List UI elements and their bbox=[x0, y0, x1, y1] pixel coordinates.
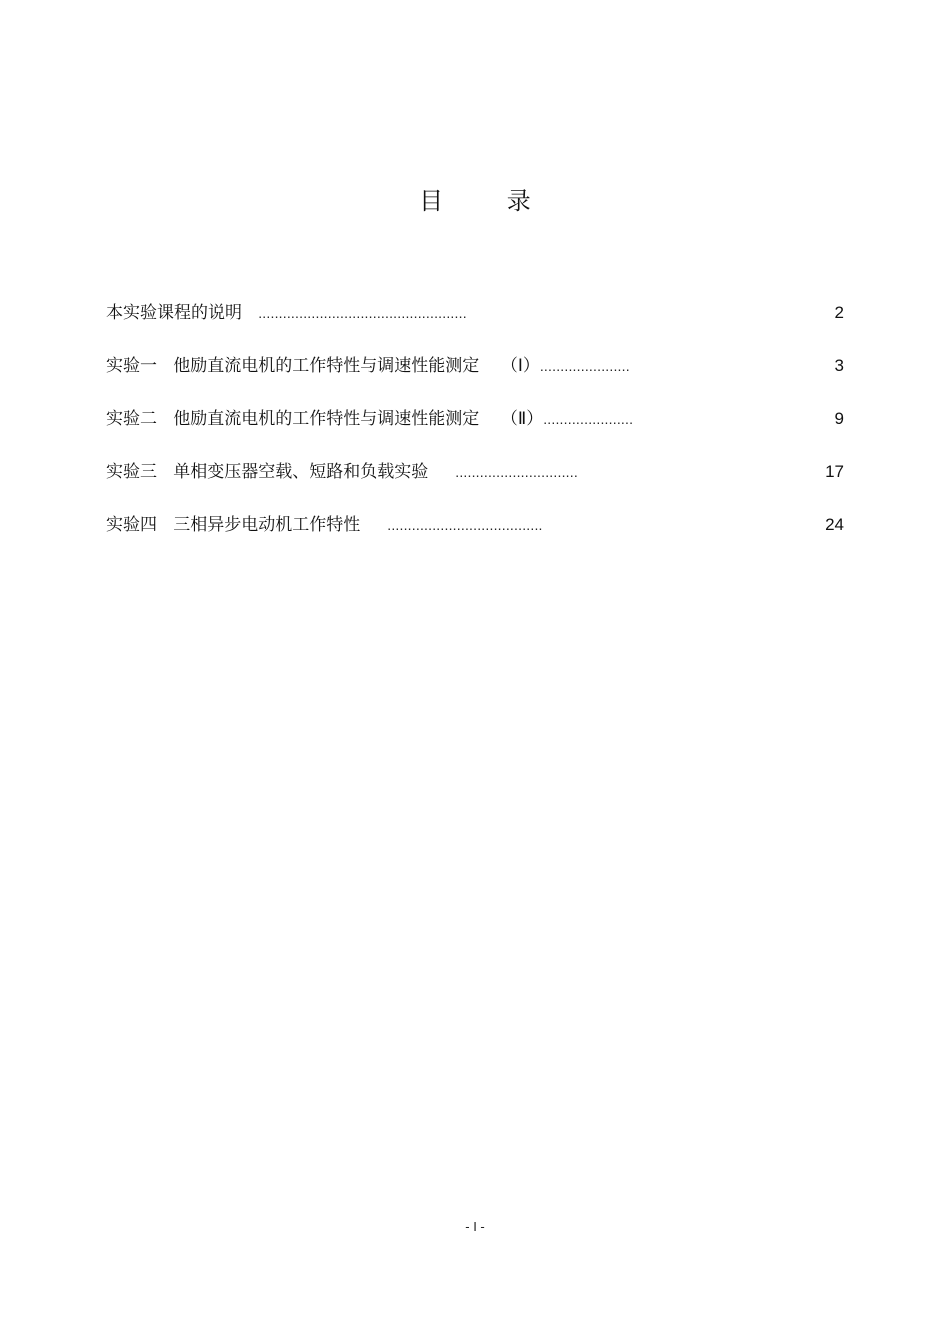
toc-entry-label: 实验一 他励直流电机的工作特性与调速性能测定 （Ⅰ） bbox=[106, 355, 540, 376]
toc-entry-leader: ...................... bbox=[543, 410, 634, 427]
toc-entry[interactable] bbox=[106, 498, 844, 551]
toc-entry[interactable] bbox=[106, 339, 844, 392]
toc-entry-leader: ................................................... bbox=[258, 304, 467, 321]
toc-entry-leader: ...................... bbox=[539, 357, 630, 374]
toc-entry-leader: .............................. bbox=[455, 463, 578, 480]
toc-entry[interactable] bbox=[106, 445, 844, 498]
toc-entry-page: 9 bbox=[834, 408, 844, 428]
toc-entry-page: 3 bbox=[834, 355, 844, 375]
toc-entry[interactable] bbox=[106, 286, 844, 339]
toc-entry-leader: ...................................... bbox=[387, 516, 543, 533]
toc-entry[interactable] bbox=[106, 392, 844, 445]
toc-entry-label: 实验二 他励直流电机的工作特性与调速性能测定 （Ⅱ） bbox=[106, 408, 544, 429]
toc-entry-page: 17 bbox=[825, 461, 844, 481]
page-title: 目 录 bbox=[419, 187, 559, 215]
toc-entry-label: 实验三 单相变压器空载、短路和负载实验 bbox=[106, 461, 456, 482]
toc-entry-label: 实验四 三相异步电动机工作特性 bbox=[106, 514, 388, 535]
toc-entry-page: 2 bbox=[834, 302, 844, 322]
table-of-contents bbox=[106, 286, 844, 551]
page-number-footer: - I - bbox=[465, 1219, 485, 1234]
toc-entry-page: 24 bbox=[825, 514, 844, 534]
toc-entry-label: 本实验课程的说明 bbox=[106, 302, 259, 323]
